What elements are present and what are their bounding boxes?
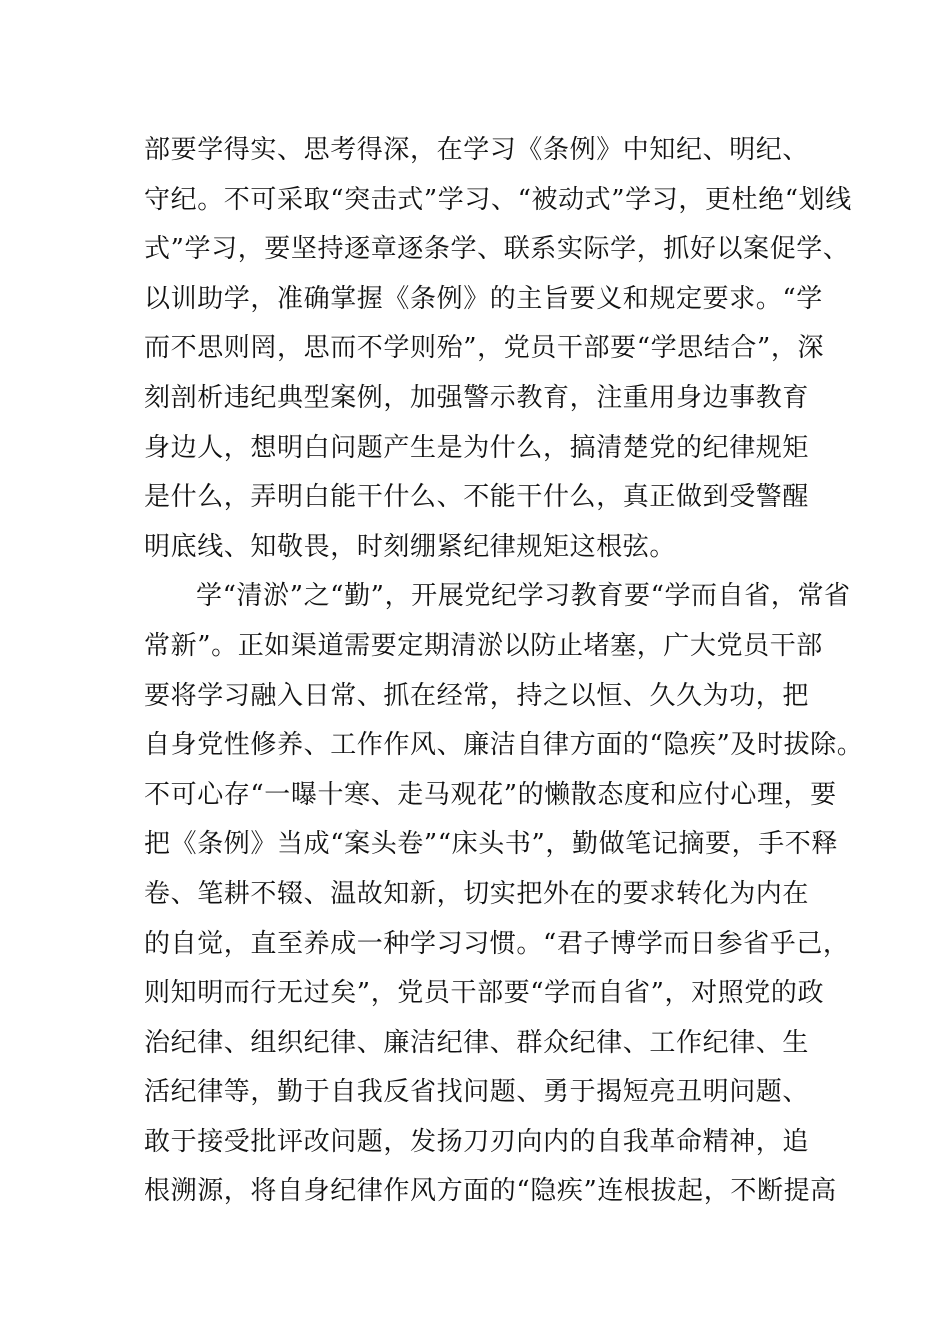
text-line: 守纪。不可采取“突击式”学习、“被动式”学习，更杜绝“划线 [144, 184, 852, 215]
text-line: 把《条例》当成“案头卷”“床头书”，勤做笔记摘要，手不释 [144, 829, 838, 860]
text-line: 卷、笔耕不辍、温故知新，切实把外在的要求转化为内在 [144, 878, 810, 909]
text-line: 以训助学，准确掌握《条例》的主旨要义和规定要求。“学 [144, 283, 823, 314]
text-line: 部要学得实、思考得深，在学习《条例》中知纪、明纪、 [144, 135, 810, 165]
text-line: 自身党性修养、工作作风、廉洁自律方面的“隐疾”及时拔除。 [144, 730, 864, 761]
text-line: 敢于接受批评改问题，发扬刀刃向内的自我革命精神，追 [144, 1126, 810, 1157]
text-line: 活纪律等，勤于自我反省找问题、勇于揭短亮丑明问题、 [144, 1077, 810, 1108]
text-line: 根溯源，将自身纪律作风方面的“隐疾”连根拔起，不断提高 [144, 1176, 837, 1207]
text-line: 刻剖析违纪典型案例，加强警示教育，注重用身边事教育 [144, 382, 810, 413]
text-line: 而不思则罔，思而不学则殆”，党员干部要“学思结合”，深 [144, 333, 825, 364]
text-line: 不可心存“一曝十寒、走马观花”的懒散态度和应付心理，要 [144, 779, 837, 810]
text-line: 的自觉，直至养成一种学习习惯。“君子博学而日参省乎己， [144, 928, 850, 959]
text-line: 是什么，弄明白能干什么、不能干什么，真正做到受警醒 [144, 482, 810, 513]
text-line: 式”学习，要坚持逐章逐条学、联系实际学，抓好以案促学、 [144, 234, 850, 265]
text-line: 治纪律、组织纪律、廉洁纪律、群众纪律、工作纪律、生 [144, 1027, 810, 1058]
body-text [144, 126, 864, 1217]
text-line: 身边人，想明白问题产生是为什么，搞清楚党的纪律规矩 [144, 432, 810, 463]
text-line: 常新”。正如渠道需要定期清淤以防止堵塞，广大党员干部 [144, 630, 823, 661]
text-line: 则知明而行无过矣”，党员干部要“学而自省”，对照党的政 [144, 978, 825, 1009]
text-line: 要将学习融入日常、抓在经常，持之以恒、久久为功，把 [144, 680, 810, 711]
paragraph-start-line: 学“清淤”之“勤”，开展党纪学习教育要“学而自省，常省 [196, 581, 851, 612]
text-line: 明底线、知敬畏，时刻绷紧纪律规矩这根弦。 [144, 531, 677, 562]
